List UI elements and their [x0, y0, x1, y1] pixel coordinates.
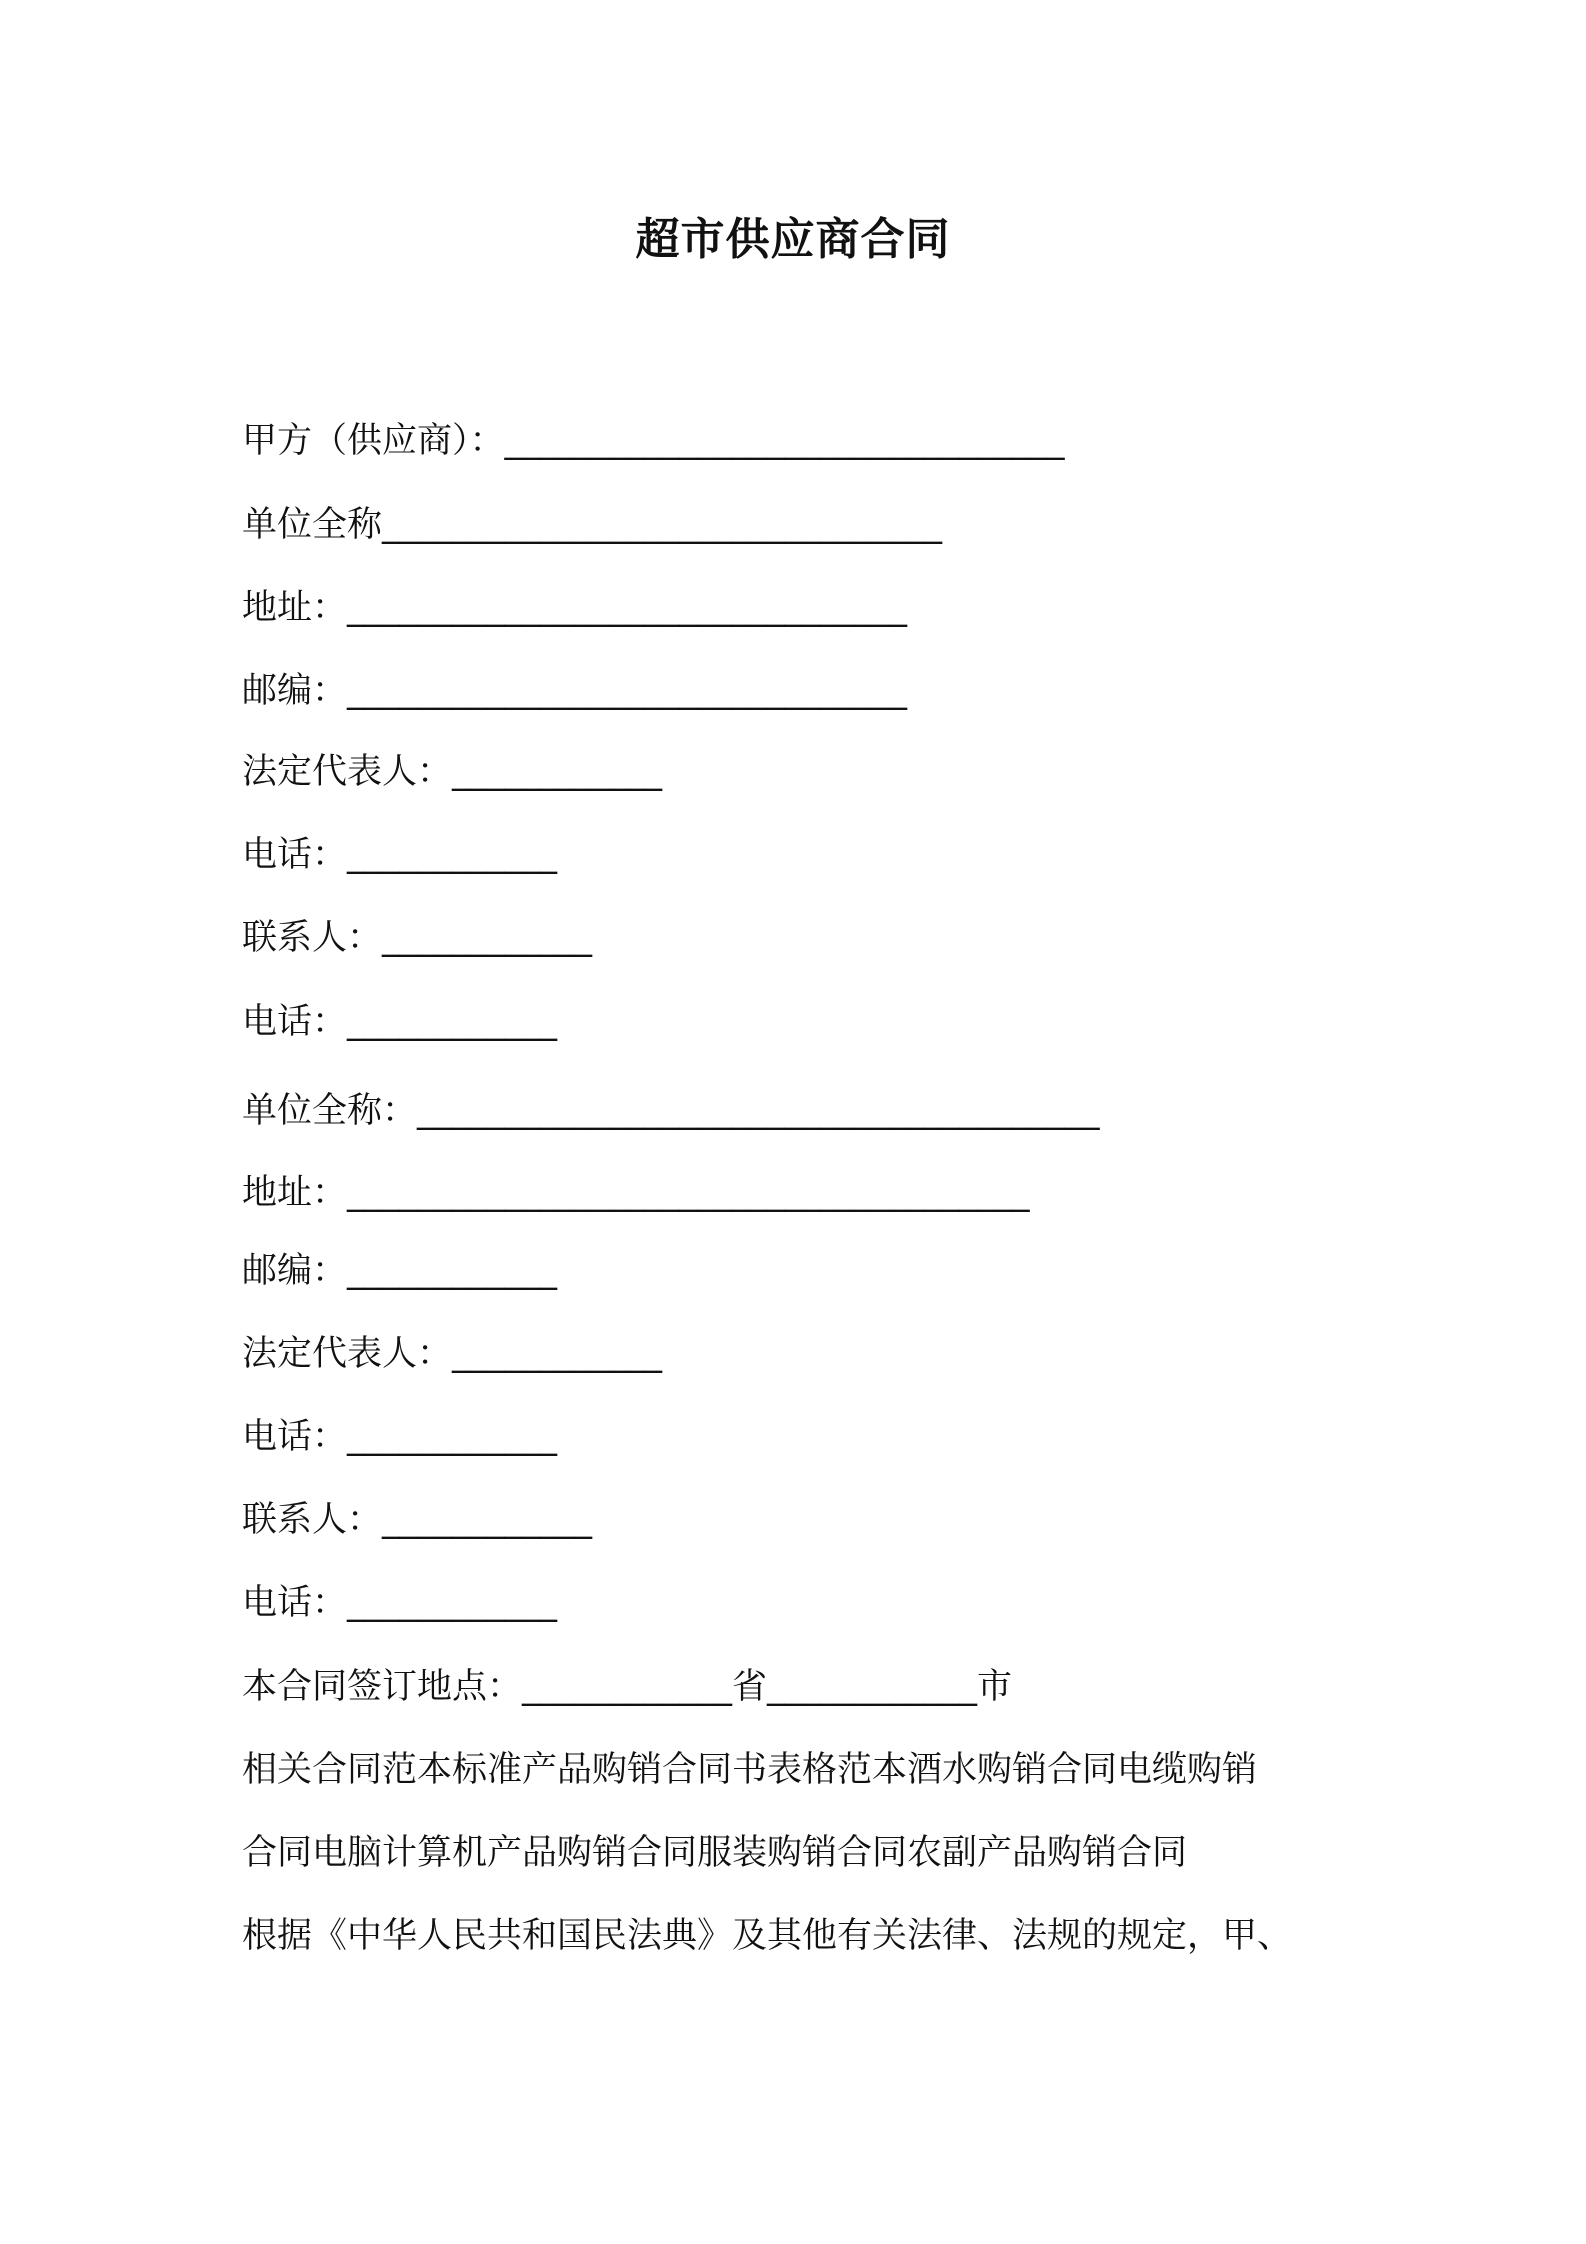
- party-a-contact-phone-line: 电话：____________: [242, 1002, 558, 1042]
- party-b-postcode-line: 邮编：____________: [242, 1251, 558, 1291]
- document-title: 超市供应商合同: [635, 214, 951, 265]
- party-a-supplier-line: 甲方（供应商）：________________________________: [242, 421, 1065, 461]
- party-b-phone-line: 电话：____________: [242, 1417, 558, 1457]
- party-a-contact-line: 联系人：____________: [242, 918, 593, 958]
- party-b-contact-phone-line: 电话：____________: [242, 1583, 558, 1623]
- legal-basis-line: 根据《中华人民共和国民法典》及其他有关法律、法规的规定，甲、: [242, 1916, 1293, 1956]
- related-templates-line-2: 合同电脑计算机产品购销合同服装购销合同农副产品购销合同: [242, 1833, 1188, 1873]
- party-a-phone-line: 电话：____________: [242, 835, 558, 875]
- party-b-contact-line: 联系人：____________: [242, 1500, 593, 1540]
- party-a-company-name-line: 单位全称________________________________: [242, 505, 943, 545]
- party-b-legal-representative-line: 法定代表人：____________: [242, 1334, 663, 1374]
- party-a-legal-representative-line: 法定代表人：____________: [242, 752, 663, 792]
- party-b-address-line: 地址：_______________________________________: [242, 1173, 1030, 1213]
- party-a-postcode-line: 邮编：________________________________: [242, 671, 908, 711]
- signing-location-line: 本合同签订地点：____________省____________市: [242, 1667, 1013, 1707]
- related-templates-line-1: 相关合同范本标准产品购销合同书表格范本酒水购销合同电缆购销: [242, 1750, 1258, 1790]
- party-a-address-line: 地址：________________________________: [242, 588, 908, 628]
- party-b-company-name-line: 单位全称：_______________________________________: [242, 1091, 1100, 1131]
